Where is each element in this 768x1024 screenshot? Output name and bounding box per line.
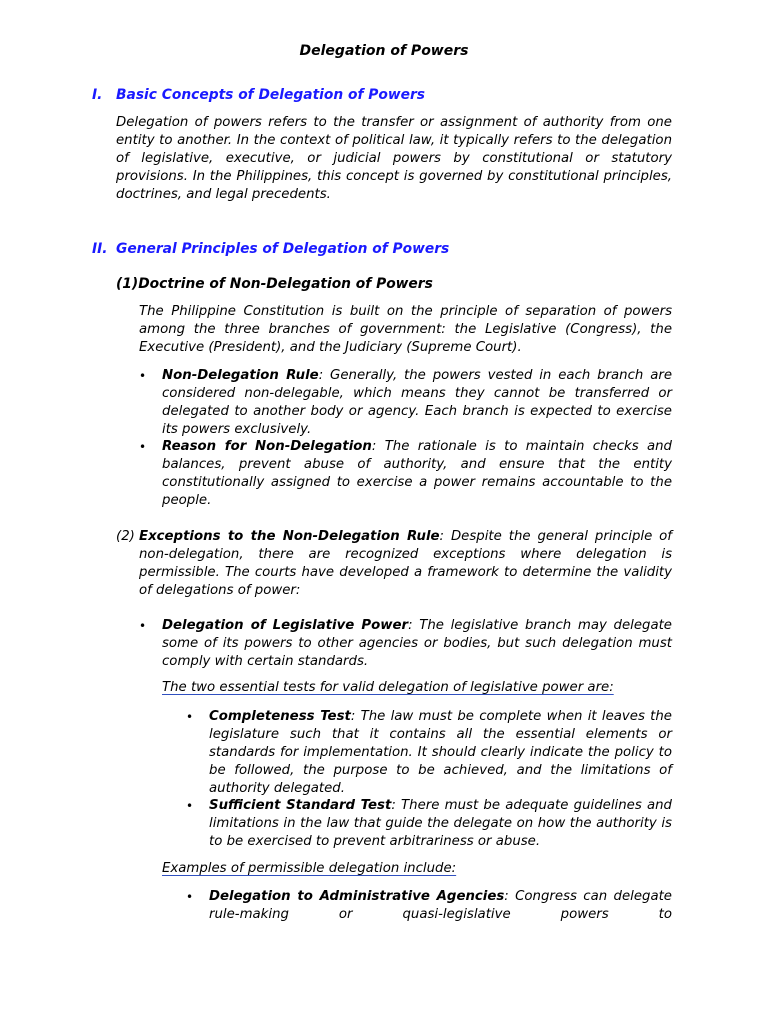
section-1-body: Delegation of powers refers to the transfer or assignment of authority from one entity to another. In the context of political law, it typically refers to the delegation of legislative, executive, or judicial powers by constitutional or statutory provisions. In the Philippines, this concept is governed by constitutional principles, doctrines, and legal precedents. [116, 115, 672, 202]
subsection-2-number: (2) [116, 529, 135, 544]
bullet-text: : There must be adequate guidelines and limitations in the law that guide the delegate on how the authority is to be exercised to prevent arbitrariness or abuse. [209, 798, 672, 849]
bullet-reason-for-non-delegation [162, 438, 672, 510]
subsection-1-body: The Philippine Constitution is built on the principle of separation of powers among the three branches of government: the Legislative (Congress), the Executive (President), and the Judiciary (Supreme Court). [139, 304, 672, 355]
bullet-term: Reason for Non-Delegation [162, 439, 372, 454]
bullet-icon: • [186, 799, 194, 813]
bullet-sufficient-standard-test [209, 797, 672, 851]
bullet-icon: • [186, 710, 194, 724]
subsection-2-term: Exceptions to the Non-Delegation Rule [139, 529, 440, 544]
bullet-icon: • [139, 440, 147, 454]
bullet-completeness-test [209, 708, 672, 798]
subsection-2-body [139, 528, 672, 600]
bullet-text: : Congress can delegate rule-making or quasi-legislative powers to [209, 889, 672, 922]
bullet-term: Completeness Test [209, 709, 351, 724]
bullet-term: Non-Delegation Rule [162, 368, 319, 383]
bullet-icon: • [139, 369, 147, 383]
document-title: Delegation of Powers [299, 43, 469, 59]
section-1-title: Basic Concepts of Delegation of Powers [116, 87, 425, 103]
bullet-term: Sufficient Standard Test [209, 798, 392, 813]
bullet-term: Delegation of Legislative Power [162, 618, 409, 633]
bullet-text: : The law must be complete when it leaves the legislature such that it contains all the essential elements or standards for implementation. It should clearly indicate the policy to be followed, the purpose to be achieved, and the limitations of authority delegated. [209, 709, 672, 796]
bullet-text: : Generally, the powers vested in each branch are considered non-delegable, which means they cannot be transferred or delegated to another body or agency. Each branch is expected to exercise its powers exclusively. [162, 368, 672, 437]
bullet-icon: • [186, 890, 194, 904]
bullet-delegation-admin-agencies [209, 888, 672, 924]
subsection-1-heading: (1)Doctrine of Non-Delegation of Powers [116, 276, 433, 292]
section-2-title: General Principles of Delegation of Powers [116, 241, 450, 257]
bullet-delegation-legislative-power [162, 617, 672, 671]
bullet-term: Delegation to Administrative Agencies [209, 889, 505, 904]
section-2-number: II. [92, 241, 108, 257]
bullet-icon: • [139, 619, 147, 633]
tests-intro-underlined: The two essential tests for valid delegation of legislative power are: [162, 680, 614, 695]
bullet-text: : The legislative branch may delegate some of its powers to other agencies or bodies, but such delegation must comply with certain standards. [162, 618, 672, 669]
bullet-non-delegation-rule [162, 367, 672, 439]
subsection-2-text: : Despite the general principle of non-delegation, there are recognized exceptions where delegation is permissible. The courts have developed a framework to determine the validity of delegations of power: [139, 529, 672, 598]
bullet-text: : The rationale is to maintain checks and balances, prevent abuse of authority, and ensure that the entity constitutionally assigned to exercise a power remains accountable to the people. [162, 439, 672, 508]
section-1-number: I. [92, 87, 103, 103]
examples-intro-underlined: Examples of permissible delegation include: [162, 861, 457, 876]
